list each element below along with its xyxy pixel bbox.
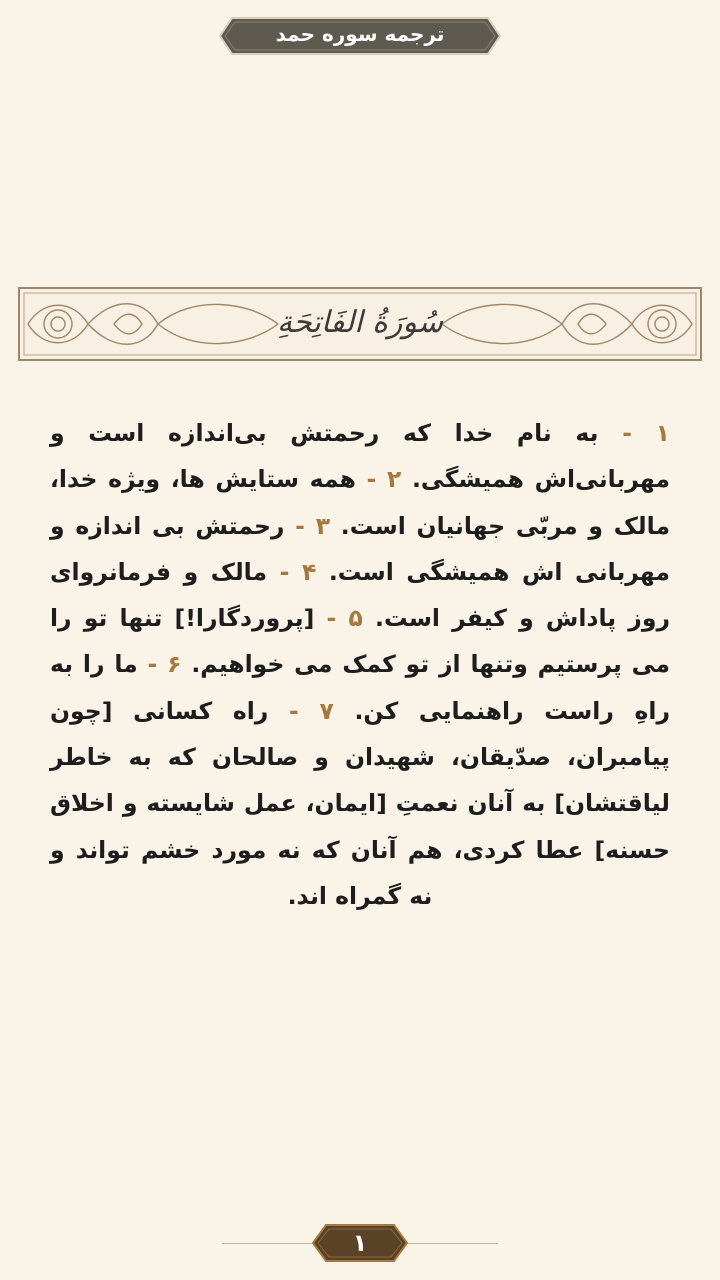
page-number-badge [310, 1221, 410, 1265]
page-number: ۱ [352, 1229, 368, 1257]
verse-text: رحمتش بی اندازه و مهربانی اش همیشگی است. [50, 511, 670, 586]
verse-text: راه کسانی [چون پیامبران، صدّیقان، شهیدان و صالحان که به خاطر لیاقتشان] به آنان نعمتِ [ایمان، عمل شایسته و اخلاق حسنه] عطا کردی، هم آنان که نه مورد خشم تواند و نه گمراه اند. [50, 696, 670, 910]
translation-text: ۱ - به نام خدا که رحمتش بی‌اندازه است و مهربانی‌اش همیشگی. ۲ - همه ستایش ها، ویژه خدا، مالک و مربّی جهانیان است. ۳ - رحمتش بی اندازه و مهربانی اش همیشگی است. ۴ - مالک و فرمانروای روز پاداش و کیفر است. ۵ - [پروردگارا!] تنها تو را می پرستیم وتنها از تو کمک می خواهیم. ۶ - ما را به راهِ راست راهنمایی کن. ۷ - راه کسانی [چون پیامبران، صدّیقان، شهیدان و صالحان که به خاطر لیاقتشان] به آنان نعمتِ [ایمان، عمل شایسته و اخلاق حسنه] عطا کردی، هم آنان که نه مورد خشم تواند و نه گمراه اند. [50, 419, 670, 910]
verse-number: ۶ [167, 650, 182, 679]
surah-name: سُورَةُ الفَاتِحَةِ [277, 305, 443, 340]
page-title: ترجمه سوره حمد [275, 22, 445, 46]
verse-text: مالک و فرمانروای روز پاداش و کیفر است. [50, 557, 670, 633]
footer-divider-left [222, 1243, 312, 1244]
verse-text: به نام خدا که رحمتش بی‌اندازه است و مهربانی‌اش همیشگی. [50, 419, 670, 494]
verse-text: [پروردگارا!] تنها تو را می پرستیم وتنها از تو کمک می خواهیم. [50, 604, 670, 679]
header-title-pill [218, 14, 502, 58]
verse-number: ۱ [655, 419, 670, 447]
verse-number: ۷ [319, 696, 334, 725]
surah-banner [18, 287, 702, 361]
verse-number: ۵ [348, 604, 363, 633]
verse-number: ۴ [301, 557, 317, 586]
verse-number: ۳ [315, 511, 331, 540]
footer-divider-right [408, 1243, 498, 1244]
verse-number: ۲ [387, 465, 402, 494]
verse-text: ما را به راهِ راست راهنمایی کن. [50, 650, 670, 725]
verse-text: همه ستایش ها، ویژه خدا، مالک و مربّی جهانیان است. [50, 465, 670, 540]
